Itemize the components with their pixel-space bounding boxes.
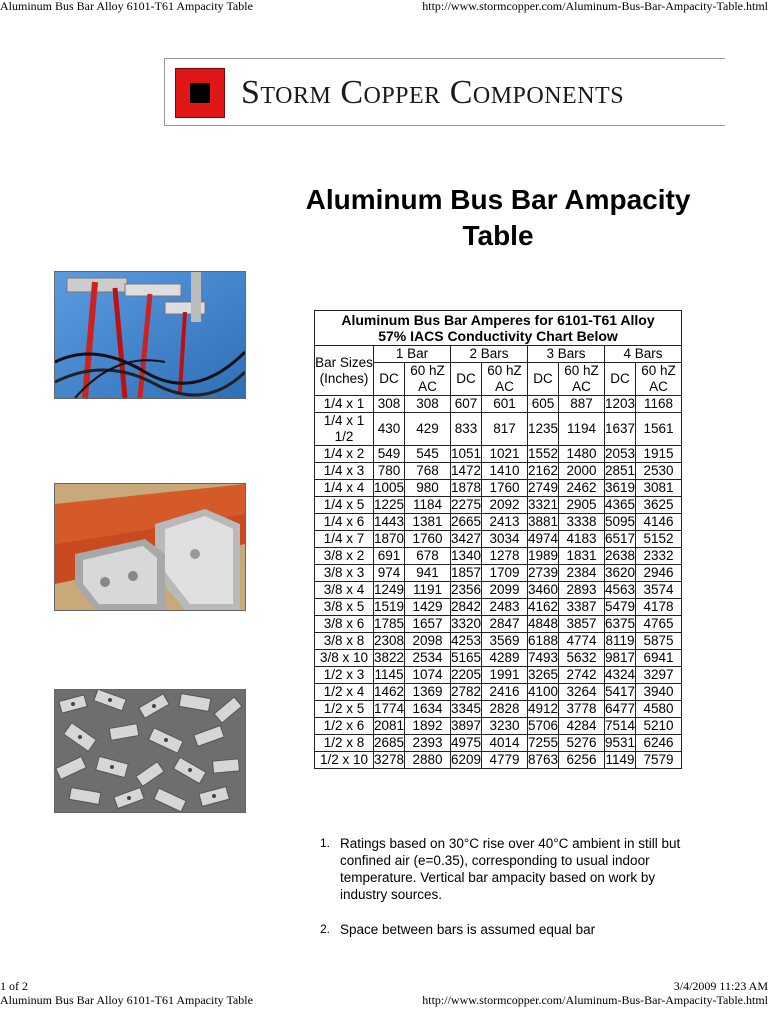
- ampere-cell: 2098: [405, 633, 451, 650]
- ampere-cell: 2099: [482, 582, 528, 599]
- ampere-cell: 2534: [405, 650, 451, 667]
- ampere-cell: 3625: [636, 497, 682, 514]
- ampere-cell: 1194: [559, 413, 605, 446]
- ampere-cell: 1145: [374, 667, 404, 682]
- ampere-cell: 2946: [636, 565, 682, 582]
- ampere-cell: 2092: [482, 497, 528, 514]
- table-row: [315, 650, 682, 667]
- table-row: [315, 752, 682, 769]
- print-datetime: 3/4/2009 11:23 AM: [673, 979, 768, 993]
- bar-size-cell: 1/2 x 6: [315, 718, 374, 735]
- ampere-cell: 1785: [374, 616, 405, 631]
- group-header-4-bars: 4 Bars: [605, 346, 682, 363]
- print-header-title: Aluminum Bus Bar Alloy 6101-T61 Ampacity Table: [0, 0, 253, 13]
- ampere-cell: 7514: [605, 718, 636, 733]
- ampere-cell: 2905: [559, 497, 605, 514]
- bar-size-cell: 1/2 x 4: [315, 684, 374, 701]
- ampere-cell: 3897: [451, 718, 482, 733]
- table-row: [315, 497, 682, 514]
- ampere-cell: 601: [482, 396, 528, 413]
- ampere-cell: 4284: [559, 718, 605, 735]
- ampere-cell: 3619: [605, 480, 636, 495]
- footnote-number: 2.: [320, 922, 331, 936]
- table-caption-line2: 57% IACS Conductivity Chart Below: [378, 328, 618, 344]
- ampere-cell: 2393: [405, 735, 451, 752]
- ampere-cell: 2742: [559, 667, 605, 684]
- bar-size-cell: 3/8 x 10: [315, 650, 374, 667]
- ampere-cell: 1857: [451, 565, 482, 580]
- ampere-cell: 1760: [405, 531, 451, 548]
- ampere-cell: 3320: [451, 616, 482, 631]
- ampere-cell: 1184: [405, 497, 451, 514]
- ampere-cell: 2782: [451, 684, 482, 699]
- bar-size-cell: 1/4 x 5: [315, 497, 374, 514]
- ampere-cell: 3620: [605, 565, 636, 580]
- bar-sizes-header: Bar Sizes (Inches): [315, 346, 374, 396]
- ampere-cell: 2828: [482, 701, 528, 718]
- ampere-cell: 4253: [451, 633, 482, 648]
- ampere-cell: 4014: [482, 735, 528, 752]
- ampere-cell: 545: [405, 446, 451, 463]
- ampere-cell: 2665: [451, 514, 482, 529]
- ampere-cell: 3264: [559, 684, 605, 701]
- ampere-cell: 1462: [374, 684, 405, 699]
- ampere-cell: 5632: [559, 650, 605, 667]
- power-line-insulators-photo: [54, 271, 246, 399]
- ampere-cell: 5276: [559, 735, 605, 752]
- ampere-cell: 429: [405, 413, 451, 446]
- ampere-cell: 2416: [482, 684, 528, 701]
- ampere-cell: 4774: [559, 633, 605, 650]
- ampere-cell: 1709: [482, 565, 528, 582]
- ampere-cell: 1878: [451, 480, 482, 495]
- ampere-cell: 2851: [605, 463, 636, 478]
- ampere-cell: 5479: [605, 599, 636, 614]
- ampere-cell: 6941: [636, 650, 682, 667]
- print-header: [0, 0, 768, 14]
- ampere-cell: 1831: [559, 548, 605, 565]
- ampere-cell: 1892: [405, 718, 451, 735]
- footnote-2: [318, 921, 698, 938]
- table-row: [315, 599, 682, 616]
- ampere-cell: 1168: [636, 396, 682, 413]
- ampere-cell: 9817: [605, 650, 636, 665]
- ampere-cell: 549: [374, 446, 405, 463]
- ampere-cell: 1021: [482, 446, 528, 463]
- ampere-cell: 2739: [528, 565, 559, 580]
- ampere-cell: 2638: [605, 548, 636, 563]
- subheader-ac: 60 hZ AC: [559, 363, 605, 396]
- ampere-cell: 1235: [528, 413, 559, 446]
- ampere-cell: 1381: [405, 514, 451, 531]
- table-row: [315, 396, 682, 413]
- ampere-cell: 1552: [528, 446, 559, 461]
- ampere-cell: 2053: [605, 446, 636, 461]
- ampere-cell: 4974: [528, 531, 559, 546]
- ampere-cell: 4146: [636, 514, 682, 531]
- bar-size-cell: 1/4 x 1: [315, 396, 374, 413]
- ampere-cell: 1074: [405, 667, 451, 684]
- ampere-cell: 2842: [451, 599, 482, 614]
- ampere-cell: 1637: [605, 413, 636, 446]
- ampere-cell: 833: [451, 413, 482, 446]
- subheader-ac: 60 hZ AC: [405, 363, 451, 396]
- ampere-cell: 1369: [405, 684, 451, 701]
- ampere-cell: 1278: [482, 548, 528, 565]
- ampere-cell: 3574: [636, 582, 682, 599]
- ampere-cell: 780: [374, 463, 405, 480]
- ampere-cell: 1203: [605, 396, 636, 411]
- footnote-text: Ratings based on 30°C rise over 40°C ambient in still but confined air (e=0.35), corresponding to usual indoor temperature. Vertical bar ampacity based on work by industry sources.: [340, 836, 681, 902]
- ampere-cell: 1051: [451, 446, 482, 461]
- ampere-cell: 3881: [528, 514, 559, 529]
- subheader-dc: DC: [451, 363, 482, 396]
- ampere-cell: 430: [374, 413, 405, 446]
- ampere-cell: 3230: [482, 718, 528, 735]
- ampere-cell: 3857: [559, 616, 605, 633]
- ampere-cell: 8763: [528, 752, 559, 767]
- bar-size-cell: 1/2 x 5: [315, 701, 374, 718]
- ampere-cell: 768: [405, 463, 451, 480]
- ampacity-table: [314, 310, 682, 769]
- table-row: [315, 701, 682, 718]
- table-row: [315, 413, 682, 446]
- ampere-cell: 3427: [451, 531, 482, 546]
- ampere-cell: 2332: [636, 548, 682, 565]
- ampere-cell: 2880: [405, 752, 451, 769]
- ampere-cell: 4765: [636, 616, 682, 633]
- bar-size-cell: 3/8 x 8: [315, 633, 374, 650]
- subheader-ac: 60 hZ AC: [482, 363, 528, 396]
- aluminum-parts-photo: [54, 689, 246, 813]
- ampere-cell: 3940: [636, 684, 682, 701]
- print-footer-url[interactable]: http://www.stormcopper.com/Aluminum-Bus-Bar-Ampacity-Table.html: [422, 993, 768, 1007]
- ampere-cell: 4848: [528, 616, 559, 631]
- group-header-2-bars: 2 Bars: [451, 346, 528, 363]
- ampere-cell: 4365: [605, 497, 636, 512]
- ampere-cell: 1472: [451, 463, 482, 478]
- ampere-cell: 4324: [605, 667, 636, 682]
- ampere-cell: 2162: [528, 463, 559, 478]
- ampere-cell: 2685: [374, 735, 405, 750]
- footnote-text: Space between bars is assumed equal bar: [340, 922, 596, 937]
- table-row: [315, 531, 682, 548]
- ampere-cell: 6209: [451, 752, 482, 767]
- ampere-cell: 6256: [559, 752, 605, 769]
- ampere-cell: 1519: [374, 599, 405, 614]
- table-row: [315, 633, 682, 650]
- bar-size-cell: 1/4 x 4: [315, 480, 374, 497]
- copper-bus-bars-photo: [54, 483, 246, 611]
- ampere-cell: 3034: [482, 531, 528, 548]
- ampere-cell: 1561: [636, 413, 682, 446]
- table-row: [315, 684, 682, 701]
- print-footer-title: Aluminum Bus Bar Alloy 6101-T61 Ampacity Table: [0, 993, 253, 1007]
- ampere-cell: 2275: [451, 497, 482, 512]
- ampere-cell: 2000: [559, 463, 605, 480]
- ampere-cell: 817: [482, 413, 528, 446]
- footnote-1: [318, 835, 698, 903]
- ampere-cell: 1915: [636, 446, 682, 463]
- ampacity-table-body: [315, 396, 682, 769]
- table-row: [315, 582, 682, 599]
- bar-size-cell: 1/4 x 6: [315, 514, 374, 531]
- ampere-cell: 1634: [405, 701, 451, 718]
- table-row: [315, 446, 682, 463]
- ampere-cell: 2847: [482, 616, 528, 633]
- table-caption: [315, 311, 682, 346]
- ampere-cell: 5417: [605, 684, 636, 699]
- ampere-cell: 4975: [451, 735, 482, 750]
- ampere-cell: 3297: [636, 667, 682, 684]
- ampere-cell: 3081: [636, 480, 682, 497]
- table-row: [315, 480, 682, 497]
- ampere-cell: 4289: [482, 650, 528, 667]
- ampere-cell: 4912: [528, 701, 559, 716]
- ampere-cell: 1149: [605, 752, 635, 767]
- ampere-cell: 2081: [374, 718, 405, 733]
- logo-square-icon: [175, 68, 225, 118]
- bar-size-cell: 3/8 x 3: [315, 565, 374, 582]
- table-row: [315, 548, 682, 565]
- print-header-url[interactable]: http://www.stormcopper.com/Aluminum-Bus-Bar-Ampacity-Table.html: [422, 0, 768, 13]
- ampere-cell: 7493: [528, 650, 559, 665]
- ampere-cell: 1191: [405, 582, 451, 599]
- ampere-cell: 1760: [482, 480, 528, 497]
- footnote-number: 1.: [320, 836, 331, 850]
- ampere-cell: 3822: [374, 650, 405, 665]
- table-row: [315, 718, 682, 735]
- ampere-cell: 4580: [636, 701, 682, 718]
- ampere-cell: 4100: [528, 684, 559, 699]
- page-title: Aluminum Bus Bar Ampacity Table: [305, 184, 691, 251]
- ampere-cell: 2384: [559, 565, 605, 582]
- ampere-cell: 2530: [636, 463, 682, 480]
- bar-size-cell: 1/2 x 10: [315, 752, 374, 769]
- ampere-cell: 9531: [605, 735, 636, 750]
- bar-size-cell: 1/4 x 1 1/2: [315, 413, 374, 446]
- footnotes: [318, 835, 698, 956]
- bar-size-cell: 1/2 x 3: [315, 667, 374, 684]
- ampere-cell: 1005: [374, 480, 405, 495]
- ampere-cell: 3460: [528, 582, 559, 597]
- ampere-cell: 1870: [374, 531, 405, 546]
- ampere-cell: 3265: [528, 667, 559, 682]
- ampere-cell: 1410: [482, 463, 528, 480]
- ampere-cell: 3387: [559, 599, 605, 616]
- ampere-cell: 6517: [605, 531, 636, 546]
- table-caption-line1: Aluminum Bus Bar Amperes for 6101-T61 Alloy: [341, 312, 655, 328]
- ampere-cell: 3338: [559, 514, 605, 531]
- table-row: [315, 735, 682, 752]
- table-row: [315, 463, 682, 480]
- ampere-cell: 1480: [559, 446, 605, 463]
- ampere-cell: 2749: [528, 480, 559, 495]
- ampere-cell: 308: [405, 396, 451, 413]
- ampere-cell: 2413: [482, 514, 528, 531]
- ampere-cell: 6375: [605, 616, 636, 631]
- ampere-cell: 5165: [451, 650, 482, 665]
- ampere-cell: 4563: [605, 582, 636, 597]
- ampere-cell: 605: [528, 396, 559, 413]
- ampere-cell: 1991: [482, 667, 528, 684]
- ampere-cell: 941: [405, 565, 451, 582]
- table-row: [315, 514, 682, 531]
- ampere-cell: 3278: [374, 752, 405, 767]
- bar-size-cell: 3/8 x 2: [315, 548, 374, 565]
- ampere-cell: 4779: [482, 752, 528, 769]
- ampere-cell: 4183: [559, 531, 605, 548]
- table-row: [315, 667, 682, 684]
- bar-size-cell: 1/2 x 8: [315, 735, 374, 752]
- bar-size-cell: 3/8 x 6: [315, 616, 374, 633]
- ampere-cell: 691: [374, 548, 405, 565]
- subheader-dc: DC: [374, 363, 405, 396]
- ampere-cell: 1657: [405, 616, 451, 633]
- ampere-cell: 1989: [528, 548, 559, 563]
- ampere-cell: 8119: [605, 633, 635, 648]
- subheader-ac: 60 hZ AC: [636, 363, 682, 396]
- ampere-cell: 7255: [528, 735, 559, 750]
- print-footer-top: [0, 980, 768, 994]
- group-header-1-bar: 1 Bar: [374, 346, 451, 363]
- ampere-cell: 1340: [451, 548, 482, 563]
- ampere-cell: 6246: [636, 735, 682, 752]
- bar-size-cell: 1/4 x 7: [315, 531, 374, 548]
- ampere-cell: 3778: [559, 701, 605, 718]
- ampere-cell: 6188: [528, 633, 559, 648]
- logo-text: Storm Copper Components: [241, 74, 625, 111]
- subheader-dc: DC: [605, 363, 636, 396]
- ampere-cell: 308: [374, 396, 405, 413]
- ampere-cell: 5210: [636, 718, 682, 735]
- ampere-cell: 5706: [528, 718, 559, 733]
- table-row: [315, 616, 682, 633]
- ampere-cell: 4162: [528, 599, 559, 614]
- ampere-cell: 2893: [559, 582, 605, 599]
- ampere-cell: 980: [405, 480, 451, 497]
- ampere-cell: 6477: [605, 701, 636, 716]
- group-header-3-bars: 3 Bars: [528, 346, 605, 363]
- ampere-cell: 7579: [636, 752, 682, 769]
- ampere-cell: 2308: [374, 633, 405, 648]
- ampere-cell: 2205: [451, 667, 482, 682]
- print-footer-bottom: [0, 994, 768, 1008]
- ampere-cell: 3569: [482, 633, 528, 650]
- ampere-cell: 3345: [451, 701, 482, 716]
- bar-size-cell: 3/8 x 5: [315, 599, 374, 616]
- ampere-cell: 678: [405, 548, 451, 565]
- bar-size-cell: 3/8 x 4: [315, 582, 374, 599]
- ampere-cell: 2483: [482, 599, 528, 616]
- ampere-cell: 2462: [559, 480, 605, 497]
- company-logo-banner: [164, 58, 725, 126]
- bar-size-cell: 1/4 x 2: [315, 446, 374, 463]
- ampere-cell: 5095: [605, 514, 636, 529]
- subheader-dc: DC: [528, 363, 559, 396]
- ampere-cell: 1249: [374, 582, 405, 597]
- ampere-cell: 5152: [636, 531, 682, 548]
- ampere-cell: 607: [451, 396, 482, 413]
- ampere-cell: 3321: [528, 497, 559, 512]
- bar-size-cell: 1/4 x 3: [315, 463, 374, 480]
- ampere-cell: 974: [374, 565, 405, 582]
- ampere-cell: 5875: [636, 633, 682, 650]
- ampere-cell: 1429: [405, 599, 451, 616]
- ampere-cell: 1225: [374, 497, 405, 512]
- ampere-cell: 2356: [451, 582, 482, 597]
- ampere-cell: 1443: [374, 514, 405, 529]
- ampere-cell: 887: [559, 396, 605, 413]
- table-row: [315, 565, 682, 582]
- ampere-cell: 1774: [374, 701, 405, 716]
- print-page-number: 1 of 2: [0, 979, 28, 993]
- ampere-cell: 4178: [636, 599, 682, 616]
